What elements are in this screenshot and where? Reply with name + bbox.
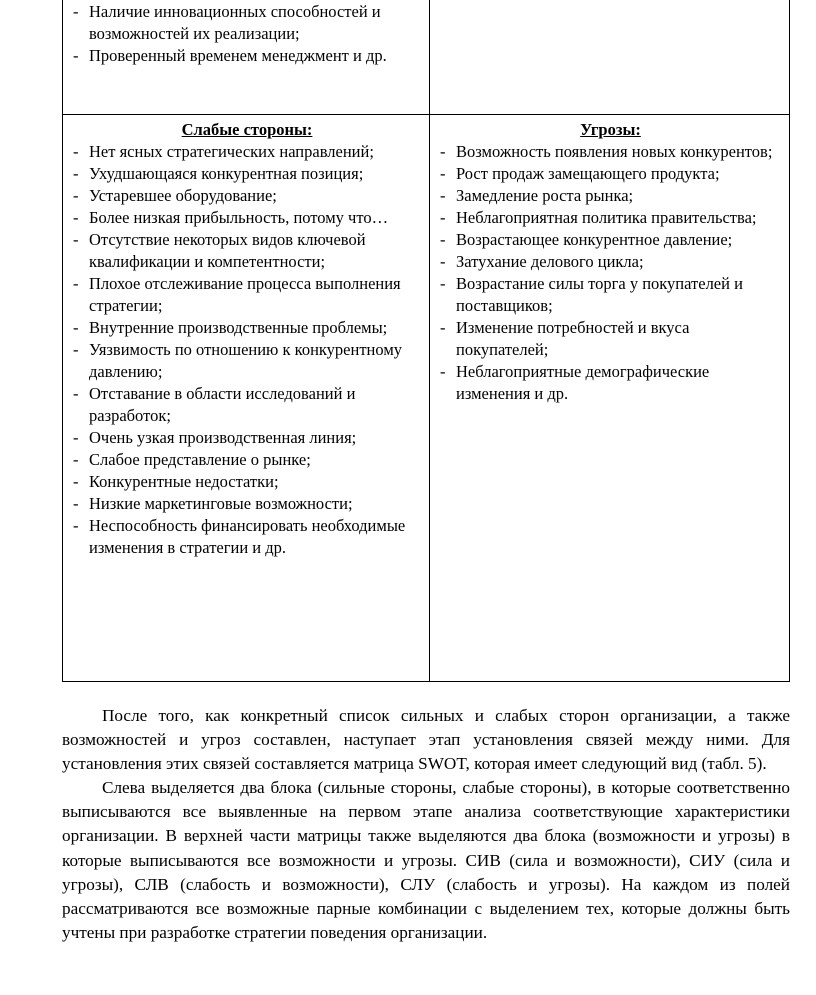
list-item: - Замедление роста рынка; — [438, 185, 783, 207]
table-row — [63, 115, 790, 682]
weaknesses-list — [71, 141, 423, 559]
list-item: - Неблагоприятные демографические изменения и др. — [438, 361, 783, 405]
list-item: - Возрастающее конкурентное давление; — [438, 229, 783, 251]
list-item: - Неблагоприятная политика правительства; — [438, 207, 783, 229]
strengths-list — [71, 1, 423, 67]
list-item: - Отсутствие некоторых видов ключевой квалификации и компетентности; — [71, 229, 423, 273]
list-item: - Нет ясных стратегических направлений; — [71, 141, 423, 163]
list-item: - Более низкая прибыльность, потому что… — [71, 207, 423, 229]
threats-list — [438, 141, 783, 405]
list-item: - Плохое отслеживание процесса выполнения стратегии; — [71, 273, 423, 317]
threats-heading: Угрозы: — [580, 120, 641, 139]
weaknesses-cell — [63, 115, 430, 682]
body-text — [62, 704, 790, 945]
list-item: - Устаревшее оборудование; — [71, 185, 423, 207]
list-item: - Низкие маркетинговые возможности; — [71, 493, 423, 515]
list-item: - Возможность появления новых конкурентов; — [438, 141, 783, 163]
strengths-cell — [63, 0, 430, 115]
list-item: - Уязвимость по отношению к конкурентному давлению; — [71, 339, 423, 383]
weaknesses-heading: Слабые стороны: — [181, 120, 313, 139]
list-item: - Ухудшающаяся конкурентная позиция; — [71, 163, 423, 185]
paragraph: После того, как конкретный список сильных и слабых сторон организации, а также возможностей и угроз составлен, наступает этап установления связей между ними. Для установления этих связей составляется матрица SWOT, которая имеет следующий вид (табл. 5). — [62, 706, 790, 774]
list-item: - Внутренние производственные проблемы; — [71, 317, 423, 339]
threats-cell — [430, 115, 790, 682]
list-item: - Конкурентные недостатки; — [71, 471, 423, 493]
list-item: - Проверенный временем менеджмент и др. — [71, 45, 423, 67]
list-item: - Слабое представление о рынке; — [71, 449, 423, 471]
list-item: - Отставание в области исследований и разработок; — [71, 383, 423, 427]
list-item: - Неспособность финансировать необходимые изменения в стратегии и др. — [71, 515, 423, 559]
swot-table — [62, 0, 790, 682]
paragraph: Слева выделяется два блока (сильные стороны, слабые стороны), в которые соответственно выписываются все выявленные на первом этапе анализа соответствующие характеристики организации. В верхней части матрицы также выделяются два блока (возможности и угрозы) в которые выписываются все возможности и угрозы. СИВ (сила и возможности), СИУ (сила и угрозы), СЛВ (слабость и возможности), СЛУ (слабость и угрозы). На каждом из полей рассматриваются все возможные парные комбинации с выделением тех, которые должны быть учтены при разработке стратегии поведения организации. — [62, 778, 790, 942]
list-item: - Рост продаж замещающего продукта; — [438, 163, 783, 185]
list-item: - Затухание делового цикла; — [438, 251, 783, 273]
opportunities-cell — [430, 0, 790, 115]
list-item: - Очень узкая производственная линия; — [71, 427, 423, 449]
table-row — [63, 0, 790, 115]
list-item: - Наличие инновационных способностей и возможностей их реализации; — [71, 1, 423, 45]
list-item: - Возрастание силы торга у покупателей и поставщиков; — [438, 273, 783, 317]
list-item: - Изменение потребностей и вкуса покупателей; — [438, 317, 783, 361]
